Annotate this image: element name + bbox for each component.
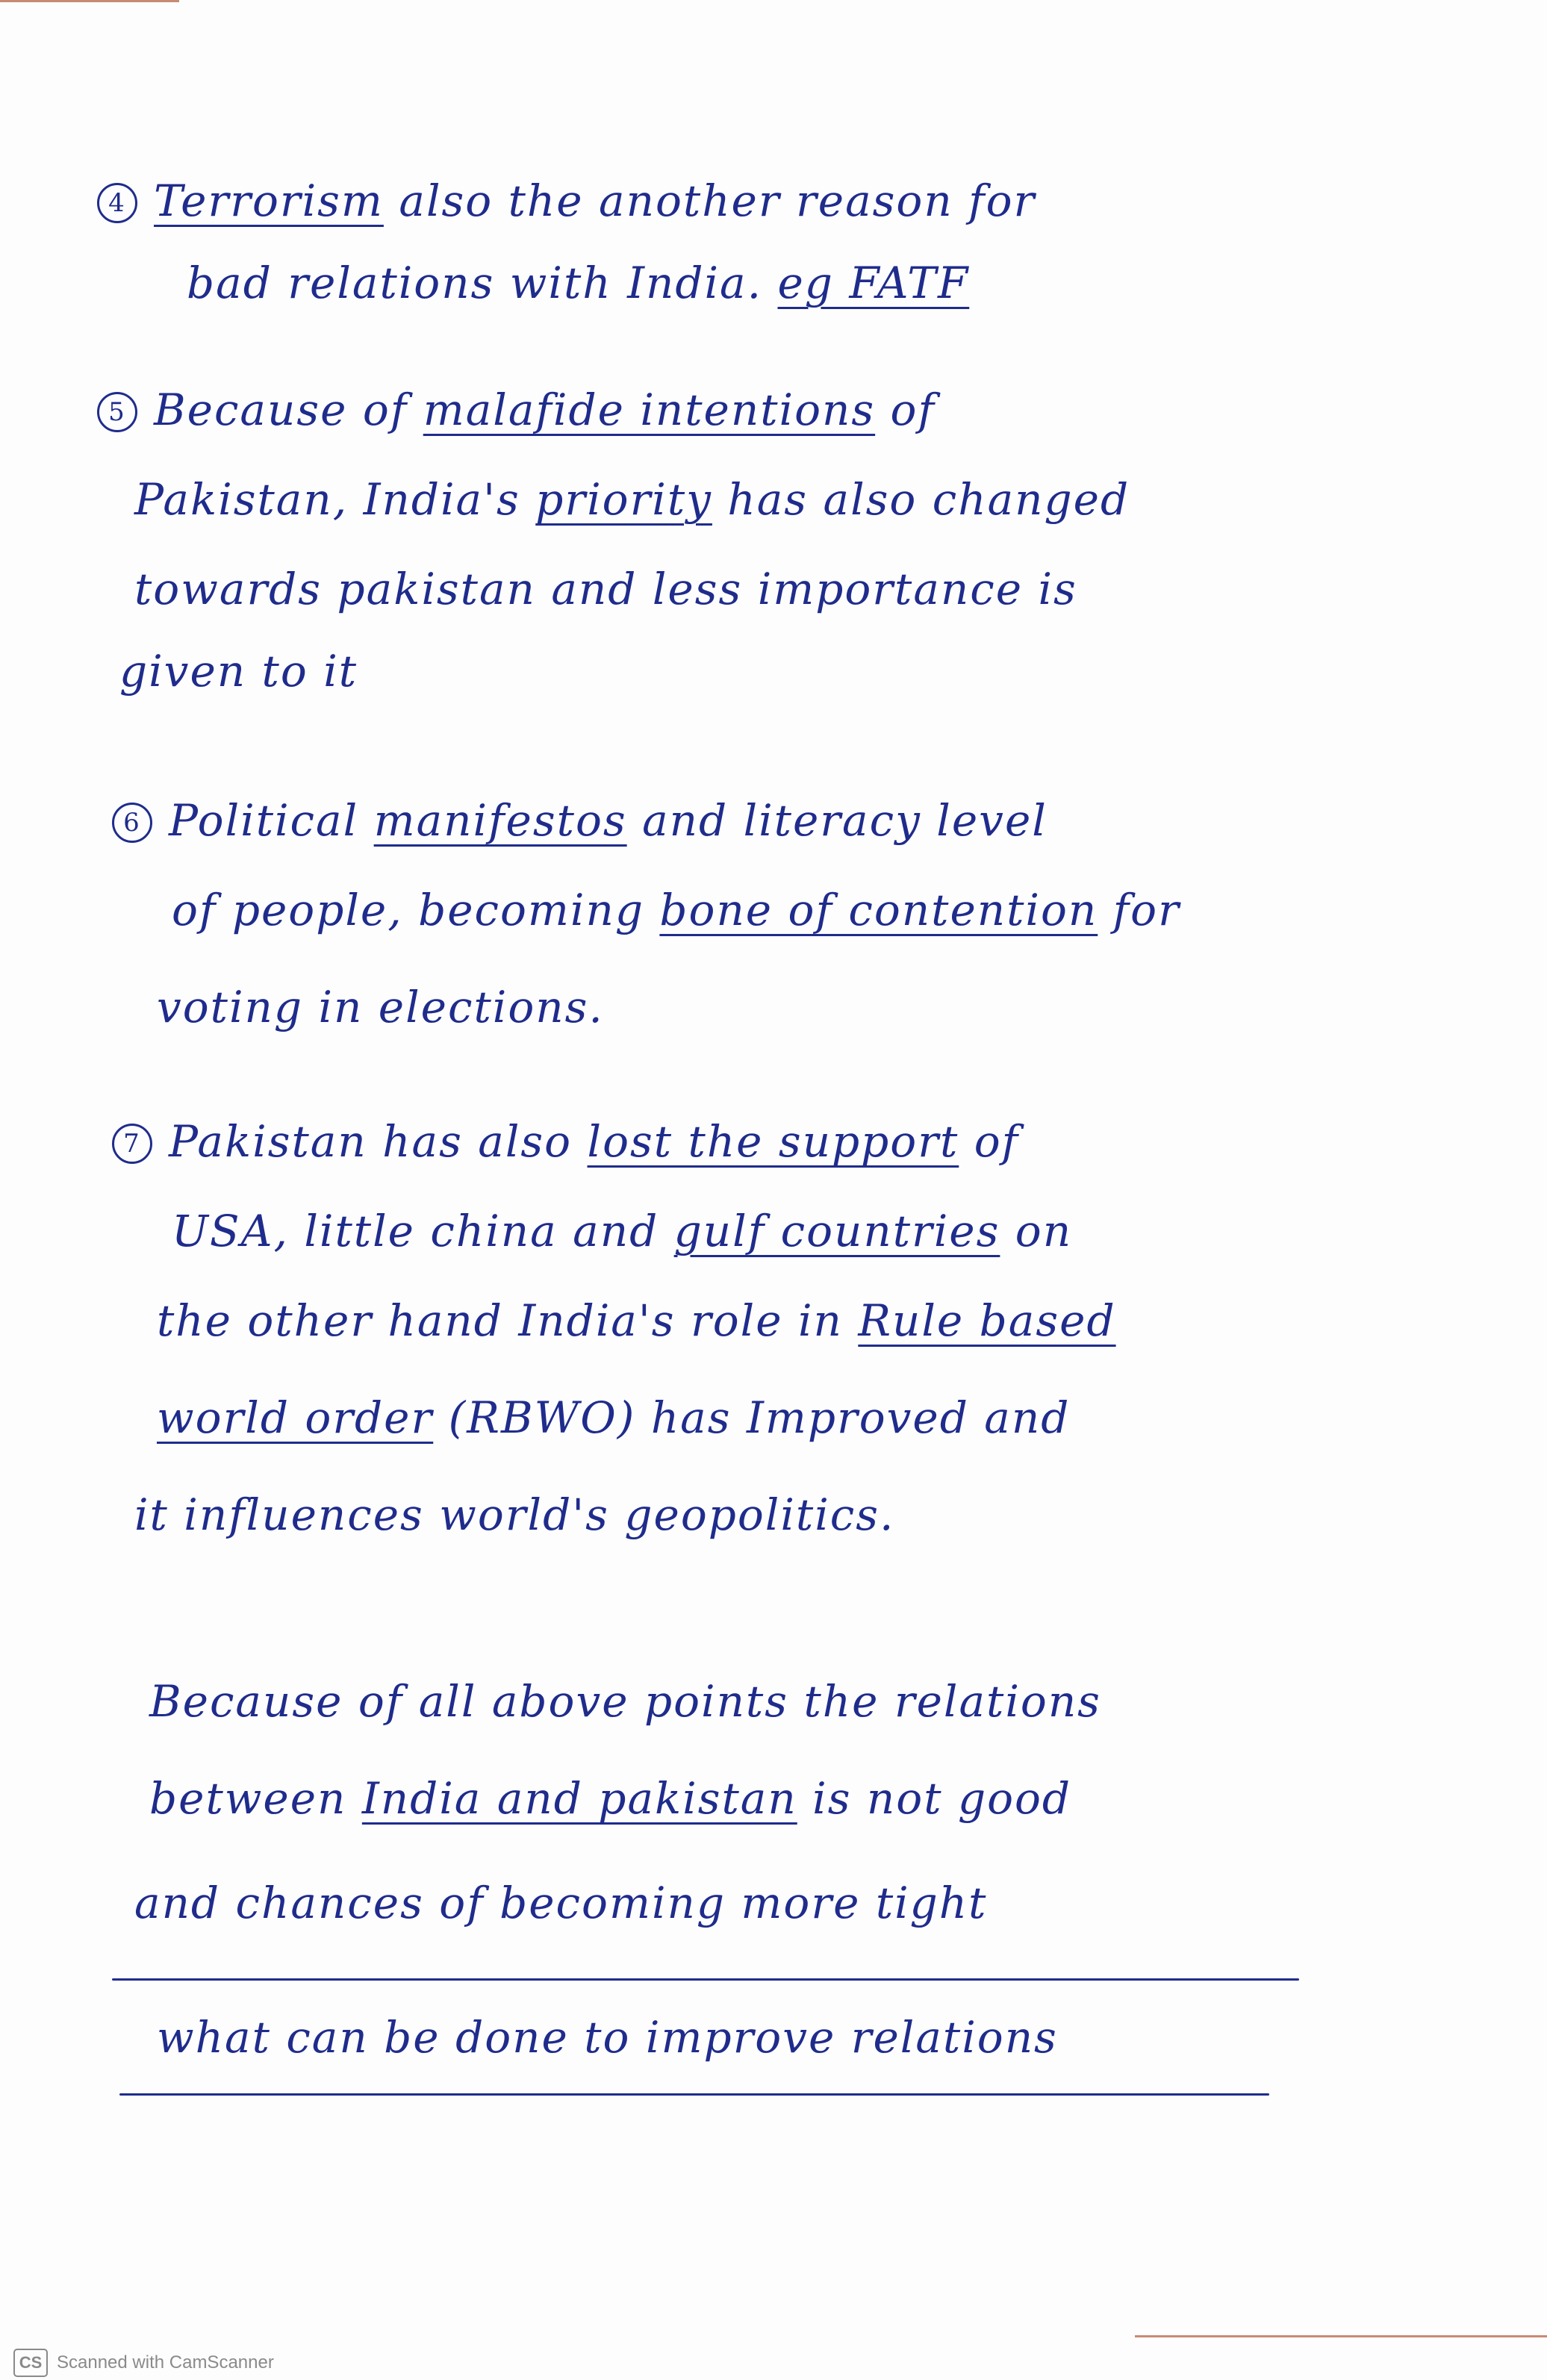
point-6-line-1: 6 Political manifestos and literacy level — [112, 799, 1048, 843]
underlined-phrase: eg FATF — [777, 258, 970, 308]
underlined-phrase: India and pakistan — [361, 1773, 797, 1824]
conclusion-line-3: and chances of becoming more tight — [134, 1878, 988, 1928]
question-heading: what can be done to improve relations — [157, 2012, 1058, 2063]
point-number-badge: 7 — [112, 1124, 152, 1164]
divider-rule — [112, 1978, 1299, 1981]
point-4-line-2: bad relations with India. eg FATF — [187, 258, 970, 308]
point-7-line-1: 7 Pakistan has also lost the support of — [112, 1120, 1019, 1164]
point-number-badge: 4 — [97, 183, 137, 223]
underlined-phrase: world order — [157, 1392, 434, 1443]
underlined-phrase: gulf countries — [673, 1206, 1000, 1256]
point-6-line-3: voting in elections. — [157, 982, 604, 1032]
underlined-phrase: lost the support — [587, 1116, 959, 1167]
point-5-line-1: 5 Because of malafide intentions of — [97, 388, 936, 432]
underlined-phrase: malafide intentions — [423, 384, 876, 435]
point-5-line-3: towards pakistan and less importance is — [134, 564, 1077, 614]
underlined-phrase: Terrorism — [154, 175, 384, 226]
point-4-line-1: 4 Terrorism also the another reason for — [97, 179, 1036, 223]
underlined-phrase: bone of contention — [659, 885, 1098, 935]
underlined-phrase: priority — [535, 474, 712, 525]
camscanner-watermark — [13, 2349, 274, 2377]
watermark-text: Scanned with CamScanner — [57, 2352, 274, 2373]
point-6-line-2: of people, becoming bone of contention for — [172, 885, 1180, 935]
point-7-line-4: world order (RBWO) has Improved and — [157, 1392, 1071, 1443]
camscanner-logo-icon: CS — [13, 2349, 48, 2377]
point-7-line-3: the other hand India's role in Rule based — [157, 1295, 1116, 1346]
point-7-line-5: it influences world's geopolitics. — [134, 1489, 895, 1540]
divider-rule — [119, 2093, 1269, 2096]
point-number-badge: 5 — [97, 392, 137, 432]
point-5-line-2: Pakistan, India's priority has also changed — [134, 474, 1130, 525]
point-number-badge: 6 — [112, 803, 152, 843]
underlined-phrase: Rule based — [858, 1295, 1116, 1346]
page-edge-top — [0, 0, 179, 2]
underlined-phrase: manifestos — [373, 795, 627, 846]
point-7-line-2: USA, little china and gulf countries on — [172, 1206, 1073, 1256]
point-5-line-4: given to it — [119, 646, 358, 697]
conclusion-line-2: between India and pakistan is not good — [149, 1773, 1072, 1824]
conclusion-line-1: Because of all above points the relations — [149, 1676, 1101, 1727]
page-edge-bottom — [1135, 2335, 1547, 2337]
